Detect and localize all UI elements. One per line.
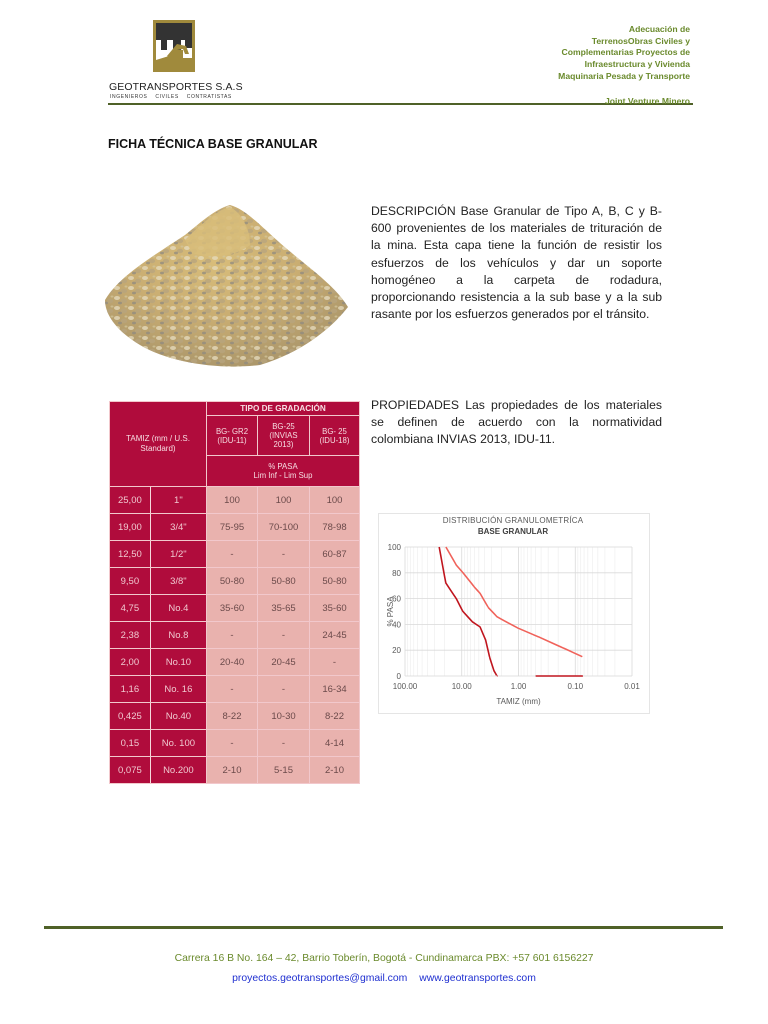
svg-text:0: 0	[396, 672, 401, 681]
table-cell-v1: 50-80	[207, 568, 258, 595]
svg-text:60: 60	[392, 594, 401, 604]
table-cell-mm: 9,50	[110, 568, 151, 595]
column-header-line: BG-25	[272, 422, 295, 431]
table-cell-v2: 35-65	[258, 595, 310, 622]
table-cell-v3: 2-10	[310, 757, 360, 784]
svg-text:1.00: 1.00	[510, 682, 527, 691]
table-cell-v3: 35-60	[310, 595, 360, 622]
table-cell-mm: 12,50	[110, 541, 151, 568]
table-cell-mm: 4,75	[110, 595, 151, 622]
column-header-line: (IDU-18)	[319, 435, 350, 445]
table-cell-v2: 50-80	[258, 568, 310, 595]
services-list	[470, 24, 690, 83]
table-cell-v1: 35-60	[207, 595, 258, 622]
table-cell-v3: 50-80	[310, 568, 360, 595]
table-row	[110, 622, 360, 649]
table-cell-v3: 24-45	[310, 622, 360, 649]
footer-address: Carrera 16 B No. 164 – 42, Barrio Toberín, Bogotá - Cundinamarca PBX: +57 601 6156227	[174, 953, 594, 964]
company-name: GEOTRANSPORTES S.A.S	[109, 81, 243, 93]
svg-text:20: 20	[392, 646, 401, 656]
table-cell-v1: 2-10	[207, 757, 258, 784]
table-cell-mm: 0,425	[110, 703, 151, 730]
table-cell-v2: -	[258, 541, 310, 568]
table-cell-v3: 8-22	[310, 703, 360, 730]
table-cell-v3: 16-34	[310, 676, 360, 703]
table-cell-us: No.200	[150, 757, 206, 784]
table-cell-v2: -	[258, 676, 310, 703]
table-cell-us: 1"	[150, 487, 206, 514]
table-cell-v3: 78-98	[310, 514, 360, 541]
table-cell-v3: 60-87	[310, 541, 360, 568]
document-title: FICHA TÉCNICA BASE GRANULAR	[108, 137, 318, 151]
column-header-bg-gr2	[207, 416, 258, 456]
aggregate-pile-image	[100, 195, 350, 370]
table-cell-mm: 0,075	[110, 757, 151, 784]
table-cell-v3: -	[310, 649, 360, 676]
service-line: TerrenosObras Civiles y	[591, 35, 690, 46]
table-cell-mm: 25,00	[110, 487, 151, 514]
table-cell-us: No.4	[150, 595, 206, 622]
email-link[interactable]: proyectos.geotransportes@gmail.com	[232, 973, 408, 984]
column-header-bg25-idu18	[310, 416, 360, 456]
limits-label: Lim Inf - Lim Sup	[253, 471, 313, 480]
service-line: Infraestructura y Vivienda	[584, 59, 690, 70]
table-row	[110, 730, 360, 757]
svg-text:100.00: 100.00	[392, 682, 418, 691]
svg-text:0.01: 0.01	[624, 682, 640, 691]
company-logo-icon	[153, 20, 195, 72]
table-cell-v2: 5-15	[258, 757, 310, 784]
gradation-table	[109, 401, 360, 784]
table-cell-v2: 100	[258, 487, 310, 514]
table-cell-v1: -	[207, 676, 258, 703]
table-cell-v2: 20-45	[258, 649, 310, 676]
table-row	[110, 703, 360, 730]
svg-text:80: 80	[392, 568, 401, 578]
svg-text:0.10: 0.10	[567, 682, 584, 691]
column-header-line: BG- 25	[322, 426, 347, 436]
properties-text: PROPIEDADES Las propiedades de los materiales se definen de acuerdo con la normatividad colombiana INVIAS 2013, IDU-11.	[371, 398, 662, 447]
column-header-line: (IDU-11)	[217, 435, 247, 445]
table-row	[110, 487, 360, 514]
chart-subtitle: BASE GRANULAR	[477, 527, 549, 536]
table-cell-us: 3/4"	[150, 514, 206, 541]
table-row	[110, 568, 360, 595]
percent-pass-label: % PASA	[268, 461, 298, 471]
svg-text:100: 100	[387, 543, 401, 552]
table-cell-v1: -	[207, 730, 258, 757]
table-cell-us: No.40	[150, 703, 206, 730]
column-header-line: 2013)	[273, 440, 294, 449]
table-cell-us: No.10	[150, 649, 206, 676]
company-tagline: INGENIEROS CIVILES CONTRATISTAS	[110, 94, 232, 100]
chart-title: DISTRIBUCIÓN GRANULOMETRÍCA	[442, 516, 584, 525]
footer-divider	[44, 926, 723, 929]
column-header-bg25-invias	[258, 416, 310, 456]
table-row	[110, 595, 360, 622]
table-cell-us: No. 100	[150, 730, 206, 757]
column-header-line: (INVIAS	[269, 431, 298, 440]
table-row	[110, 676, 360, 703]
chart-series-line	[439, 547, 497, 676]
table-cell-v2: 10-30	[258, 703, 310, 730]
table-cell-v3: 4-14	[310, 730, 360, 757]
gradation-type-header: TIPO DE GRADACIÓN	[207, 402, 360, 416]
svg-text:10.00: 10.00	[451, 682, 472, 691]
table-cell-mm: 0,15	[110, 730, 151, 757]
svg-text:40: 40	[392, 620, 401, 630]
table-cell-v2: -	[258, 622, 310, 649]
table-row	[110, 541, 360, 568]
table-cell-v1: -	[207, 622, 258, 649]
column-header-line: BG- GR2	[215, 426, 249, 436]
footer-contact	[0, 973, 768, 984]
table-cell-mm: 19,00	[110, 514, 151, 541]
table-cell-us: No. 16	[150, 676, 206, 703]
table-cell-v1: 8-22	[207, 703, 258, 730]
table-cell-v1: 20-40	[207, 649, 258, 676]
svg-text:% PASA: % PASA	[386, 596, 395, 627]
table-cell-mm: 2,00	[110, 649, 151, 676]
description-text: DESCRIPCIÓN Base Granular de Tipo A, B, C y B-600 provenientes de los materiales de trituración de la mina. Esta capa tiene la función de resistir los esfuerzos de los vehículos y dar un soporte homogéneo a la carpeta de rodadura, proporcionando resistencia a la sub base y a la sub rasante por los esfuerzos generados por el tránsito.	[371, 204, 662, 322]
table-cell-v1: 75-95	[207, 514, 258, 541]
chart-series-line	[446, 547, 582, 657]
table-cell-v3: 100	[310, 487, 360, 514]
percent-pass-header	[207, 456, 360, 487]
website-link[interactable]: www.geotransportes.com	[419, 973, 536, 984]
table-cell-us: 1/2"	[150, 541, 206, 568]
table-cell-v2: 70-100	[258, 514, 310, 541]
granulometry-chart	[378, 513, 648, 712]
table-cell-us: 3/8"	[150, 568, 206, 595]
table-cell-v1: -	[207, 541, 258, 568]
table-cell-v1: 100	[207, 487, 258, 514]
service-line: Complementarias Proyectos de	[561, 47, 690, 58]
table-cell-mm: 1,16	[110, 676, 151, 703]
joint-venture-label: Joint Venture Minero	[605, 96, 690, 106]
service-line: Maquinaria Pesada y Transporte	[558, 70, 690, 81]
table-row	[110, 757, 360, 784]
table-cell-us: No.8	[150, 622, 206, 649]
table-row	[110, 514, 360, 541]
table-row	[110, 649, 360, 676]
svg-text:TAMIZ (mm): TAMIZ (mm)	[496, 697, 541, 706]
service-line: Adecuación de	[628, 24, 690, 34]
table-cell-v2: -	[258, 730, 310, 757]
tamiz-header: TAMIZ (mm / U.S. Standard)	[110, 402, 207, 487]
table-cell-mm: 2,38	[110, 622, 151, 649]
